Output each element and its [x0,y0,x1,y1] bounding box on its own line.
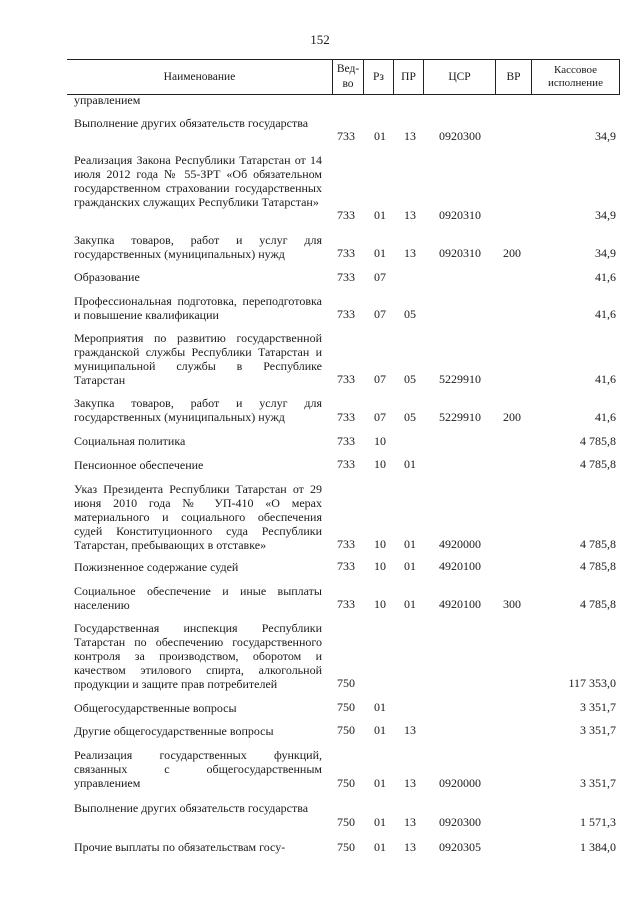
row-rz: 10 [374,597,386,611]
row-name: Указ Президента Республики Татарстан от 29 июня 2010 года № УП-410 «О мерах материального и социального обеспечения судей Конституционного суда Республики Татарстан, пребывающих в отставке» [74,482,322,552]
row-name: Выполнение других обязательств государства [74,801,309,815]
table-row [0,701,640,714]
row-rz: 01 [374,129,386,143]
row-csr: 4920000 [439,537,481,551]
row-name: Социальная политика [74,434,186,448]
row-ved: 750 [337,776,355,790]
table-row [0,482,640,551]
row-pr: 01 [404,559,416,573]
row-amount: 3 351,7 [580,723,616,737]
row-csr: 4920100 [439,559,481,573]
row-rz: 07 [374,410,386,424]
row-pr: 05 [404,410,416,424]
row-pr: 13 [404,723,416,737]
row-csr: 0920300 [439,129,481,143]
row-csr: 5229910 [439,372,481,386]
row-csr: 0920305 [439,840,481,854]
row-ved: 733 [337,307,355,321]
table-row [0,621,640,690]
row-name: Общегосударственные вопросы [74,701,237,715]
row-rz: 01 [374,208,386,222]
table-header [67,59,620,95]
row-csr: 0920310 [439,246,481,260]
row-pr: 05 [404,372,416,386]
row-pr: 13 [404,129,416,143]
row-pr: 13 [404,208,416,222]
row-ved: 733 [337,246,355,260]
row-amount: 34,9 [595,208,616,222]
page-number: 152 [310,32,330,47]
row-amount: 1 384,0 [580,840,616,854]
header-rz: Рз [363,60,393,94]
row-ved: 733 [337,537,355,551]
header-amount: Кассовое исполнение [531,60,620,94]
row-rz: 01 [374,815,386,829]
row-amount: 41,6 [595,372,616,386]
table-body [0,93,640,854]
table-row [0,233,640,260]
row-amount: 1 571,3 [580,815,616,829]
row-name: Социальное обеспечение и иные выплаты населению [74,584,322,612]
row-ved: 733 [337,434,355,448]
row-ved: 750 [337,815,355,829]
row-amount: 4 785,8 [580,597,616,611]
row-rz: 01 [374,700,386,714]
row-pr: 01 [404,457,416,471]
row-amount: 34,9 [595,246,616,260]
table-row [0,270,640,284]
table-row [0,724,640,737]
header-ved: Вед- во [332,60,363,94]
row-amount: 117 353,0 [568,676,616,690]
row-rz: 01 [374,246,386,260]
row-csr: 4920100 [439,597,481,611]
row-name: Выполнение других обязательств государства [74,116,309,130]
row-ved: 733 [337,457,355,471]
row-rz: 01 [374,723,386,737]
row-ved: 733 [337,410,355,424]
row-csr: 0920310 [439,208,481,222]
header-name: Наименование [163,70,236,83]
row-pr: 13 [404,815,416,829]
table-row [0,116,640,143]
row-name: Закупка товаров, работ и услуг для государственных (муниципальных) нужд [74,233,322,261]
row-ved: 733 [337,597,355,611]
row-csr: 0920000 [439,776,481,790]
row-rz: 10 [374,457,386,471]
row-rz: 01 [374,776,386,790]
header-vr: ВР [495,60,531,94]
row-rz: 10 [374,434,386,448]
row-pr: 05 [404,307,416,321]
row-pr: 13 [404,246,416,260]
row-rz: 07 [374,372,386,386]
table-row [0,748,640,790]
row-amount: 41,6 [595,410,616,424]
row-amount: 4 785,8 [580,434,616,448]
row-ved: 733 [337,270,355,284]
row-amount: 4 785,8 [580,457,616,471]
table-row [0,434,640,448]
row-name: управлением [74,93,141,107]
row-name: Государственная инспекция Республики Татарстан по обеспечению государственного контроля за производством, оборотом и качеством этилового спирта, алкогольной продукции и защите прав потребителей [74,621,322,691]
row-vr: 200 [503,246,521,260]
row-name: Другие общегосударственные вопросы [74,724,274,738]
table-row [0,153,640,222]
table-row [0,396,640,424]
header-pr: ПР [393,60,423,94]
row-amount: 41,6 [595,270,616,284]
row-amount: 3 351,7 [580,700,616,714]
row-ved: 750 [337,723,355,737]
row-name: Реализация государственных функций, связанных с общегосударственным управлением [74,748,322,790]
row-ved: 733 [337,129,355,143]
row-csr: 5229910 [439,410,481,424]
row-ved: 750 [337,840,355,854]
table-row [0,458,640,471]
table-row [0,560,640,573]
row-ved: 750 [337,700,355,714]
row-name: Пенсионное обеспечение [74,458,204,472]
row-name: Реализация Закона Республики Татарстан от 14 июля 2012 года № 55-ЗРТ «Об обязательном государственном страховании государственных гражданских служащих Республики Татарстан» [74,153,322,209]
table-row [0,840,640,854]
table-row [0,584,640,611]
row-pr: 01 [404,597,416,611]
row-ved: 733 [337,559,355,573]
row-rz: 01 [374,840,386,854]
table-row [0,93,640,106]
row-name: Пожизненное содержание судей [74,560,239,574]
header-csr: ЦСР [423,60,495,94]
row-ved: 733 [337,208,355,222]
row-name: Образование [74,270,140,284]
row-rz: 07 [374,307,386,321]
row-vr: 200 [503,410,521,424]
row-vr: 300 [503,597,521,611]
row-ved: 750 [337,676,355,690]
row-rz: 07 [374,270,386,284]
table-row [0,331,640,386]
table-row [0,801,640,829]
row-ved: 733 [337,372,355,386]
row-amount: 34,9 [595,129,616,143]
row-amount: 4 785,8 [580,559,616,573]
row-name: Закупка товаров, работ и услуг для государственных (муниципальных) нужд [74,396,322,424]
row-csr: 0920300 [439,815,481,829]
row-rz: 10 [374,559,386,573]
row-pr: 01 [404,537,416,551]
row-name: Прочие выплаты по обязательствам госу- [74,840,286,854]
row-pr: 13 [404,776,416,790]
row-pr: 13 [404,840,416,854]
row-amount: 4 785,8 [580,537,616,551]
row-rz: 10 [374,537,386,551]
row-amount: 3 351,7 [580,776,616,790]
row-name: Мероприятия по развитию государственной гражданской службы Республики Татарстан и муниципальной службы в Республике Татарстан [74,331,322,387]
table-row [0,294,640,321]
row-amount: 41,6 [595,307,616,321]
row-name: Профессиональная подготовка, переподготовка и повышение квалификации [74,294,322,322]
